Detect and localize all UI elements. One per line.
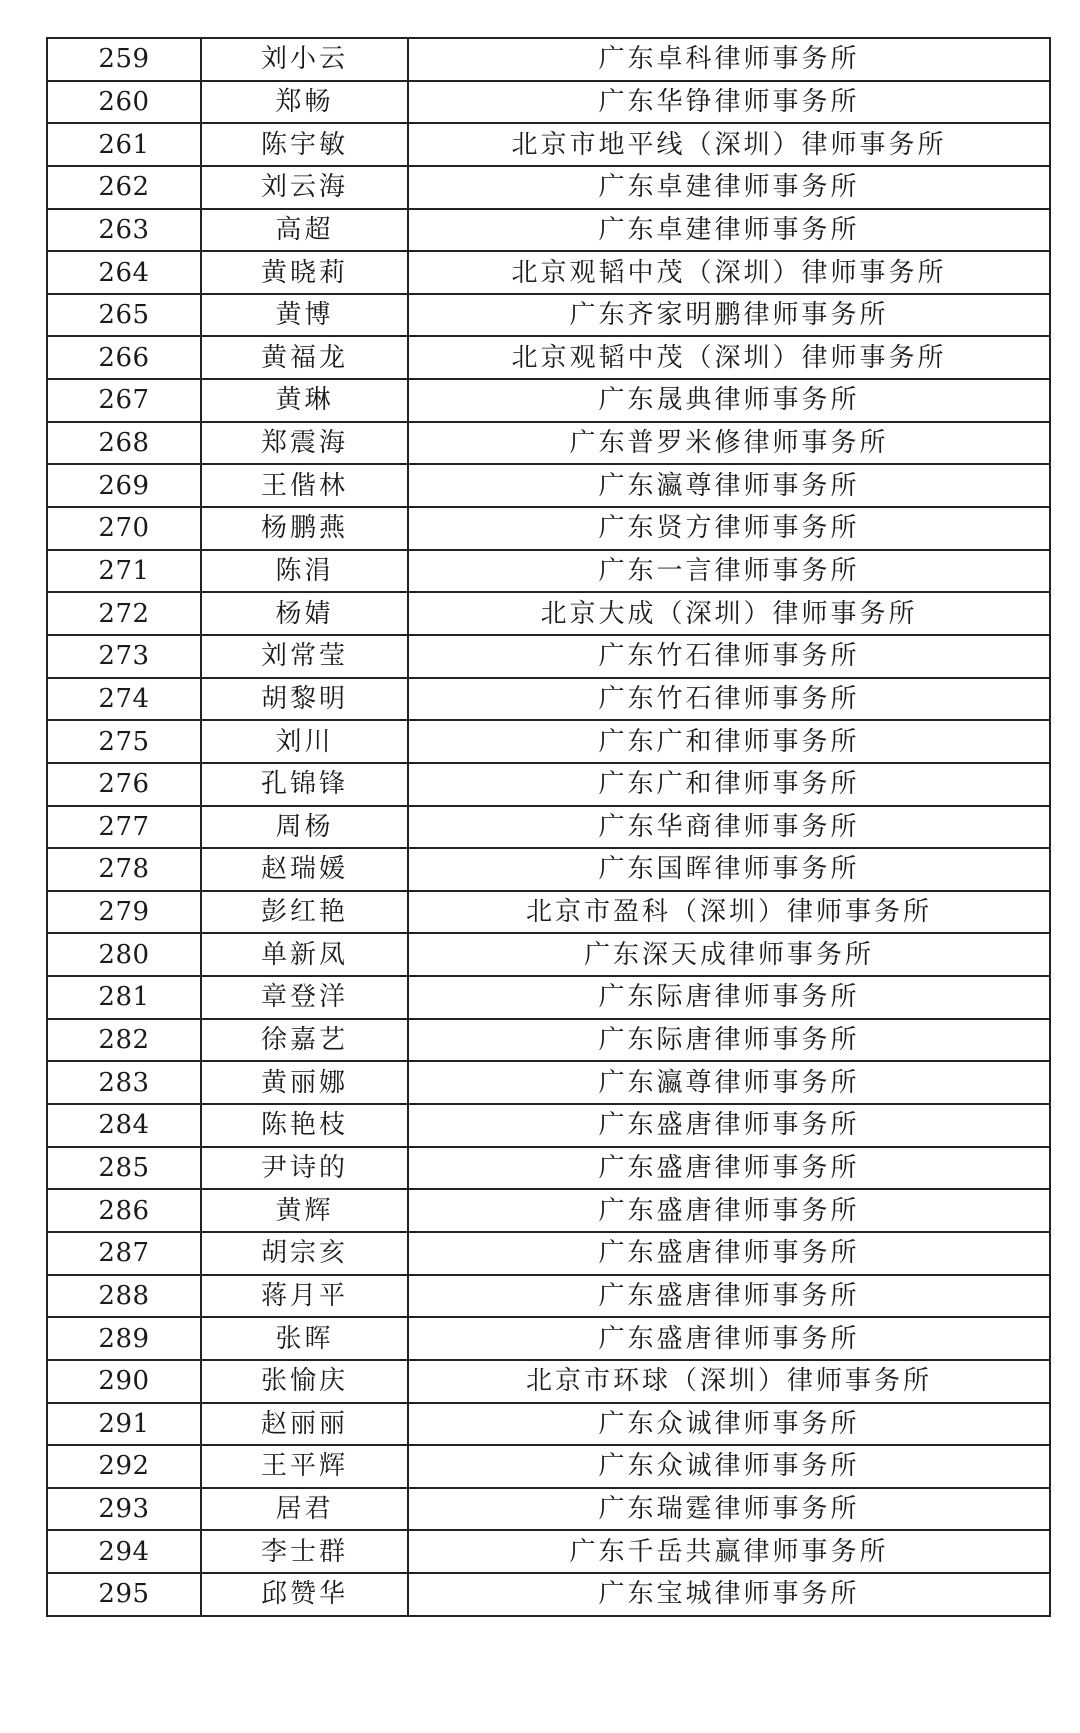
lawyer-name-cell: 徐嘉艺 [201,1019,408,1062]
law-firm-cell: 广东众诚律师事务所 [408,1403,1050,1446]
lawyer-name-cell: 黄辉 [201,1189,408,1232]
lawyer-name-cell: 彭红艳 [201,891,408,934]
law-firm-cell: 广东国晖律师事务所 [408,848,1050,891]
table-row [47,1530,1050,1573]
law-firm-cell: 广东盛唐律师事务所 [408,1104,1050,1147]
law-firm-cell: 北京大成（深圳）律师事务所 [408,592,1050,635]
row-number-cell: 274 [47,678,201,721]
table-row [47,1317,1050,1360]
table-row [47,294,1050,337]
lawyer-name-cell: 胡宗亥 [201,1232,408,1275]
lawyer-name-cell: 王平辉 [201,1445,408,1488]
table-row [47,251,1050,294]
row-number-cell: 286 [47,1189,201,1232]
table-row [47,1189,1050,1232]
law-firm-cell: 广东众诚律师事务所 [408,1445,1050,1488]
table-row [47,38,1050,81]
row-number-cell: 270 [47,507,201,550]
lawyer-name-cell: 黄丽娜 [201,1061,408,1104]
table-row [47,720,1050,763]
lawyer-name-cell: 刘云海 [201,166,408,209]
table-row [47,933,1050,976]
table-row [47,507,1050,550]
law-firm-cell: 广东卓建律师事务所 [408,166,1050,209]
lawyer-name-cell: 胡黎明 [201,678,408,721]
table-row [47,891,1050,934]
row-number-cell: 288 [47,1275,201,1318]
table-row [47,1019,1050,1062]
row-number-cell: 264 [47,251,201,294]
law-firm-cell: 广东竹石律师事务所 [408,678,1050,721]
table-row [47,848,1050,891]
law-firm-cell: 广东华铮律师事务所 [408,81,1050,124]
lawyer-name-cell: 刘川 [201,720,408,763]
row-number-cell: 267 [47,379,201,422]
table-row [47,976,1050,1019]
lawyer-name-cell: 蒋月平 [201,1275,408,1318]
law-firm-cell: 广东瀛尊律师事务所 [408,1061,1050,1104]
law-firm-cell: 广东广和律师事务所 [408,720,1050,763]
lawyer-name-cell: 邱赞华 [201,1573,408,1616]
law-firm-cell: 广东千岳共赢律师事务所 [408,1530,1050,1573]
law-firm-cell: 北京观韬中茂（深圳）律师事务所 [408,251,1050,294]
lawyer-name-cell: 居君 [201,1488,408,1531]
row-number-cell: 289 [47,1317,201,1360]
law-firm-cell: 广东齐家明鹏律师事务所 [408,294,1050,337]
lawyer-name-cell: 李士群 [201,1530,408,1573]
lawyer-name-cell: 王偕林 [201,464,408,507]
row-number-cell: 263 [47,209,201,252]
table-row [47,1061,1050,1104]
row-number-cell: 285 [47,1147,201,1190]
law-firm-cell: 广东际唐律师事务所 [408,1019,1050,1062]
law-firm-cell: 广东卓科律师事务所 [408,38,1050,81]
law-firm-cell: 广东广和律师事务所 [408,763,1050,806]
table-row [47,1147,1050,1190]
law-firm-cell: 广东盛唐律师事务所 [408,1147,1050,1190]
row-number-cell: 280 [47,933,201,976]
table-row [47,635,1050,678]
table-row [47,123,1050,166]
lawyer-name-cell: 郑畅 [201,81,408,124]
lawyer-name-cell: 杨鹏燕 [201,507,408,550]
law-firm-cell: 广东瑞霆律师事务所 [408,1488,1050,1531]
row-number-cell: 287 [47,1232,201,1275]
lawyer-name-cell: 赵瑞媛 [201,848,408,891]
roster-body [47,38,1050,1616]
lawyer-name-cell: 张晖 [201,1317,408,1360]
row-number-cell: 295 [47,1573,201,1616]
table-row [47,81,1050,124]
lawyer-name-cell: 刘小云 [201,38,408,81]
row-number-cell: 272 [47,592,201,635]
table-row [47,166,1050,209]
law-firm-cell: 广东华商律师事务所 [408,806,1050,849]
row-number-cell: 279 [47,891,201,934]
law-firm-cell: 广东宝城律师事务所 [408,1573,1050,1616]
lawyer-name-cell: 杨婧 [201,592,408,635]
row-number-cell: 269 [47,464,201,507]
law-firm-cell: 广东深天成律师事务所 [408,933,1050,976]
row-number-cell: 294 [47,1530,201,1573]
lawyer-name-cell: 郑震海 [201,422,408,465]
table-row [47,1488,1050,1531]
lawyer-roster-table [46,37,1051,1617]
law-firm-cell: 广东普罗米修律师事务所 [408,422,1050,465]
row-number-cell: 281 [47,976,201,1019]
table-row [47,1573,1050,1616]
row-number-cell: 284 [47,1104,201,1147]
row-number-cell: 277 [47,806,201,849]
row-number-cell: 276 [47,763,201,806]
table-row [47,1275,1050,1318]
table-row [47,1232,1050,1275]
law-firm-cell: 广东贤方律师事务所 [408,507,1050,550]
law-firm-cell: 北京观韬中茂（深圳）律师事务所 [408,336,1050,379]
table-row [47,336,1050,379]
table-row [47,550,1050,593]
row-number-cell: 278 [47,848,201,891]
row-number-cell: 265 [47,294,201,337]
row-number-cell: 268 [47,422,201,465]
row-number-cell: 271 [47,550,201,593]
lawyer-name-cell: 陈艳枝 [201,1104,408,1147]
lawyer-name-cell: 陈宇敏 [201,123,408,166]
lawyer-name-cell: 陈涓 [201,550,408,593]
row-number-cell: 273 [47,635,201,678]
row-number-cell: 283 [47,1061,201,1104]
table-row [47,209,1050,252]
table-row [47,1360,1050,1403]
row-number-cell: 291 [47,1403,201,1446]
row-number-cell: 290 [47,1360,201,1403]
table-row [47,806,1050,849]
law-firm-cell: 广东盛唐律师事务所 [408,1275,1050,1318]
law-firm-cell: 广东际唐律师事务所 [408,976,1050,1019]
law-firm-cell: 北京市盈科（深圳）律师事务所 [408,891,1050,934]
law-firm-cell: 广东卓建律师事务所 [408,209,1050,252]
lawyer-name-cell: 高超 [201,209,408,252]
row-number-cell: 282 [47,1019,201,1062]
lawyer-name-cell: 单新凤 [201,933,408,976]
lawyer-name-cell: 章登洋 [201,976,408,1019]
law-firm-cell: 广东盛唐律师事务所 [408,1317,1050,1360]
row-number-cell: 262 [47,166,201,209]
law-firm-cell: 广东盛唐律师事务所 [408,1189,1050,1232]
lawyer-name-cell: 张愉庆 [201,1360,408,1403]
lawyer-name-cell: 黄琳 [201,379,408,422]
row-number-cell: 275 [47,720,201,763]
table-row [47,422,1050,465]
table-row [47,1104,1050,1147]
law-firm-cell: 广东竹石律师事务所 [408,635,1050,678]
table-row [47,763,1050,806]
law-firm-cell: 广东盛唐律师事务所 [408,1232,1050,1275]
table-row [47,1403,1050,1446]
lawyer-name-cell: 刘常莹 [201,635,408,678]
table-row [47,379,1050,422]
row-number-cell: 293 [47,1488,201,1531]
law-firm-cell: 北京市地平线（深圳）律师事务所 [408,123,1050,166]
table-row [47,464,1050,507]
row-number-cell: 266 [47,336,201,379]
law-firm-cell: 广东晟典律师事务所 [408,379,1050,422]
roster-sheet [46,37,1043,1617]
lawyer-name-cell: 黄博 [201,294,408,337]
lawyer-name-cell: 赵丽丽 [201,1403,408,1446]
lawyer-name-cell: 黄福龙 [201,336,408,379]
row-number-cell: 261 [47,123,201,166]
lawyer-name-cell: 尹诗的 [201,1147,408,1190]
row-number-cell: 259 [47,38,201,81]
row-number-cell: 260 [47,81,201,124]
table-row [47,1445,1050,1488]
lawyer-name-cell: 黄晓莉 [201,251,408,294]
law-firm-cell: 北京市环球（深圳）律师事务所 [408,1360,1050,1403]
lawyer-name-cell: 周杨 [201,806,408,849]
row-number-cell: 292 [47,1445,201,1488]
table-row [47,678,1050,721]
lawyer-name-cell: 孔锦锋 [201,763,408,806]
table-row [47,592,1050,635]
law-firm-cell: 广东瀛尊律师事务所 [408,464,1050,507]
law-firm-cell: 广东一言律师事务所 [408,550,1050,593]
